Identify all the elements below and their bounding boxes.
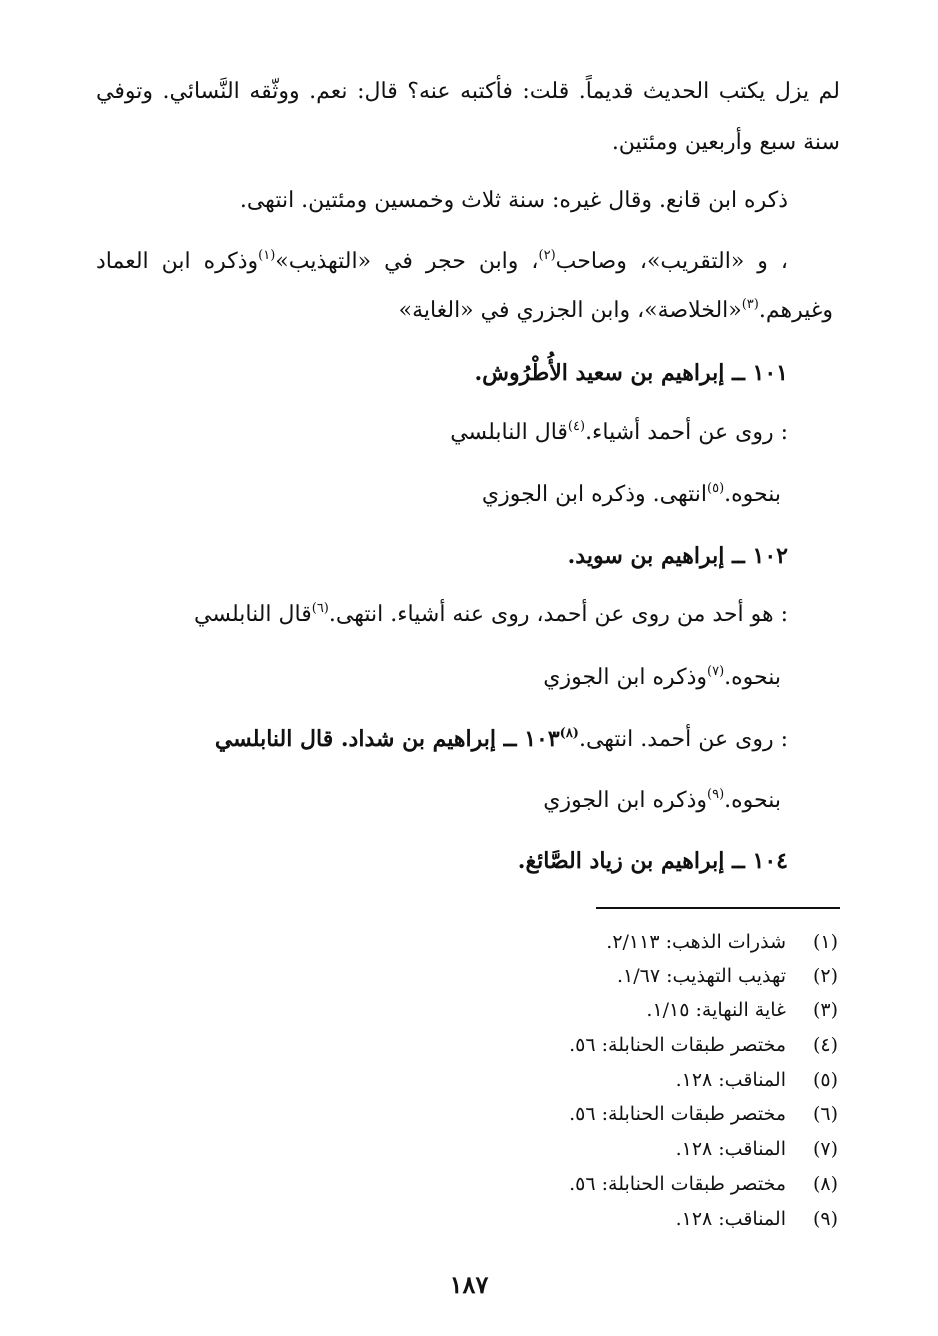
footnote-ref: (٧): [707, 664, 725, 679]
body-line: سنة سبع وأربعين ومئتين.: [611, 130, 840, 155]
footnote-ref: (٣): [741, 297, 759, 312]
footnote-separator: [596, 907, 840, 909]
entry-heading: ١٠٢ ــ إبراهيم بن سويد.: [567, 543, 788, 569]
body-line: لم يزل يكتب الحديث قديماً. قلت: فأكتبه عنه؟ قال: نعم. ووثّقه النَّسائي. وتوفي: [96, 79, 840, 104]
footnote: (٣)غاية النهاية: ١/١٥.: [646, 999, 838, 1021]
body-line: قال النابلسي$^{(٤)}$: روى عن أحمد أشياء.: [450, 419, 788, 445]
footnote-ref: (٦): [311, 601, 329, 616]
body-line: انتهى. وذكره ابن الجوزي$^{(٥)}$ بنحوه.: [481, 481, 788, 507]
footnote: (٧)المناقب: ١٢٨.: [675, 1138, 838, 1160]
entry-heading: ١٠٣ ــ إبراهيم بن شداد. قال النابلسي$^{(٨)}$: روى عن أحمد. انتهى.: [214, 726, 788, 752]
body-line: «الخلاصة»، وابن الجزري في «الغاية»$^{(٣)}$ وغيرهم.: [398, 297, 840, 323]
body-line: وذكره ابن الجوزي$^{(٩)}$ بنحوه.: [543, 787, 788, 813]
body-line: وذكره ابن الجوزي$^{(٧)}$ بنحوه.: [543, 664, 788, 690]
footnote-ref: (٥): [707, 481, 725, 496]
footnote-ref: (٩): [707, 787, 725, 802]
footnote: (٥)المناقب: ١٢٨.: [675, 1069, 838, 1091]
entry-heading: ١٠٤ ــ إبراهيم بن زياد الصَّائغ.: [517, 848, 788, 874]
footnote: (٩)المناقب: ١٢٨.: [675, 1208, 838, 1230]
footnote: (٤)مختصر طبقات الحنابلة: ٥٦.: [569, 1034, 838, 1056]
body-line: قال النابلسي$^{(٦)}$: هو أحد من روى عن أحمد، روى عنه أشياء. انتهى.: [194, 601, 788, 627]
page-number: ١٨٧: [449, 1270, 489, 1299]
footnote-ref: (٨): [559, 726, 579, 741]
footnote-ref: (٤): [567, 419, 586, 434]
footnote: (٨)مختصر طبقات الحنابلة: ٥٦.: [569, 1173, 838, 1195]
footnote: (١)شذرات الذهب: ٢/١١٣.: [606, 931, 838, 953]
body-line: ذكره ابن قانع. وقال غيره: سنة ثلاث وخمسين ومئتين. انتهى.: [239, 188, 788, 213]
body-line: وذكره ابن العماد$^{(١)}$، وابن حجر في «التهذيب»$^{(٢)}$، و «التقريب»، وصاحب: [96, 248, 788, 274]
footnote-ref: (١): [258, 248, 276, 263]
footnote: (٦)مختصر طبقات الحنابلة: ٥٦.: [569, 1103, 838, 1125]
entry-heading: ١٠١ ــ إبراهيم بن سعيد الأُطْرُوش.: [474, 360, 788, 386]
footnote: (٢)تهذيب التهذيب: ١/٦٧.: [617, 965, 838, 987]
footnote-ref: (٢): [538, 248, 556, 263]
